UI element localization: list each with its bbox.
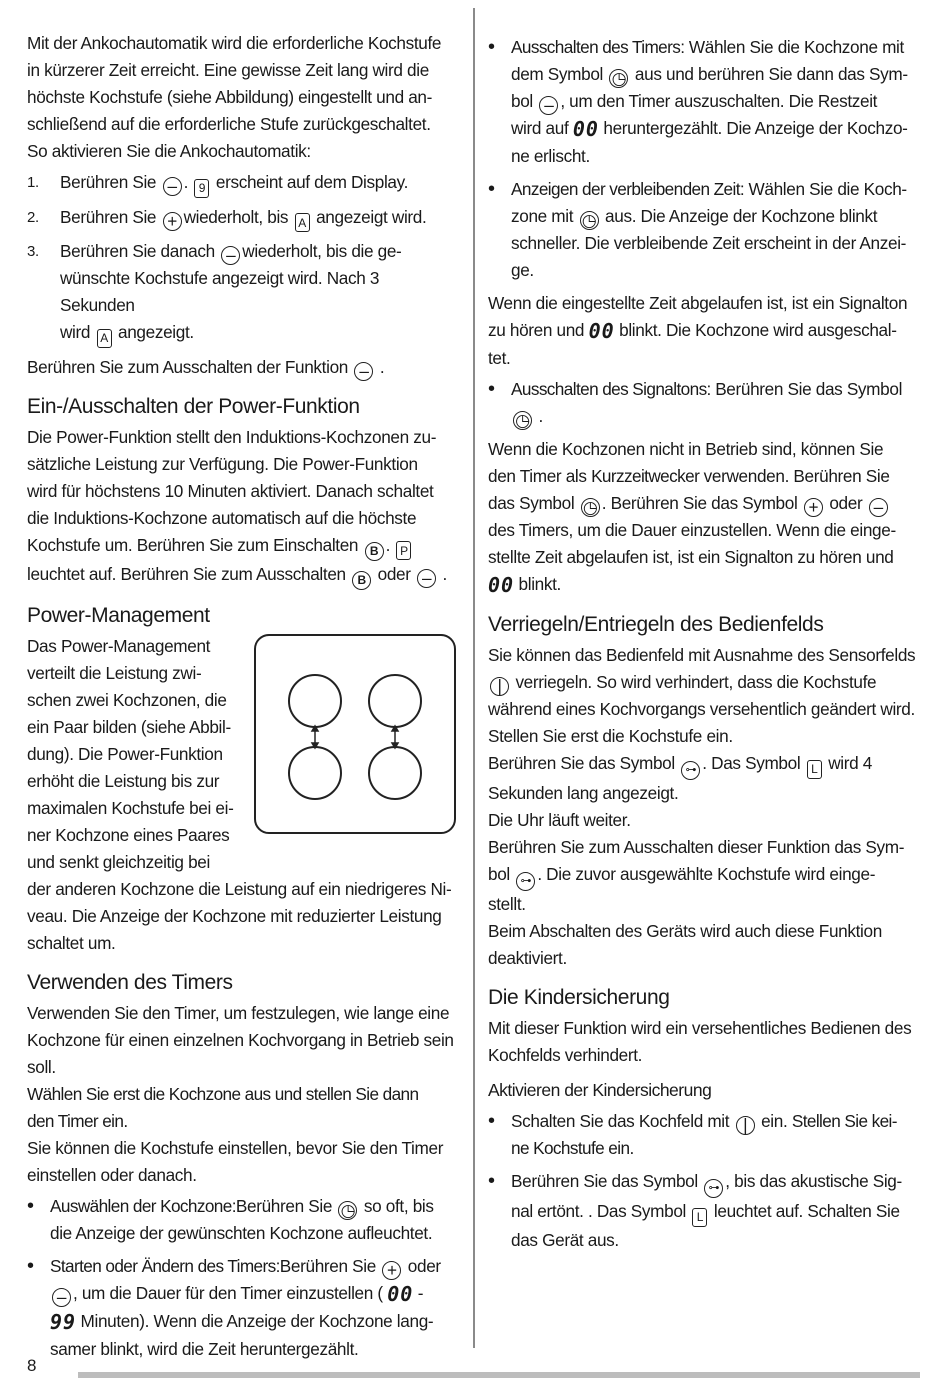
list-item: • Ausschalten des Signaltons: Berühren Sie das Symbol ◷ . <box>488 378 903 430</box>
display-a-icon: A <box>295 213 310 232</box>
timer-icon: ◷ <box>581 498 600 517</box>
pair-arrow-icon <box>392 726 398 748</box>
display-00: 00 <box>588 319 615 343</box>
cooking-zone <box>369 747 421 799</box>
list-item: • Auswählen der Kochzone:Berühren Sie ◷ so oft, bis die Anzeige der gewünschten Kochzone aufleuchtet. <box>27 1194 434 1243</box>
heading-power: Ein-/Ausschalten der Power-Funktion <box>27 394 360 418</box>
plus-icon: + <box>163 212 182 231</box>
power-management-paragraph: Das Power-Management verteilt die Leistung zwi- schen zwei Kochzonen, die ein Paar bilden (siehe Abbil- dung). Die Power-Funktion erhöht die Leistung bis zur maximalen Kochstufe bei ei- ner Kochzone eines Paares und senkt gleichzeitig bei der anderen Kochzone die Leistung auf ein niedrigeres Ni- veau. Die Anzeige der Kochzone mit reduzierter Leistung schaltet um. <box>27 635 452 953</box>
timer-icon: ◷ <box>580 211 599 230</box>
display-l-icon: L <box>692 1208 707 1227</box>
power-icon: | <box>736 1116 755 1135</box>
power-b-icon: B <box>365 542 384 561</box>
timer-list-continued <box>488 34 920 284</box>
heading-timer: Verwenden des Timers <box>27 970 233 994</box>
left-column <box>27 30 457 1369</box>
timer-icon: ◷ <box>338 1201 357 1220</box>
right-column <box>488 30 920 1260</box>
column-divider <box>473 8 475 1348</box>
cooking-zone <box>369 675 421 727</box>
list-item: 2. Berühren Sie + wiederholt, bis A angezeigt wird. <box>27 206 427 231</box>
minus-icon: – <box>869 498 888 517</box>
steps-list <box>27 169 457 348</box>
timer-instruction: Wählen Sie erst die Kochzone aus und stellen Sie dann den Timer ein. <box>27 1083 419 1131</box>
minus-icon: – <box>417 569 436 588</box>
timer-list <box>27 1193 457 1363</box>
display-p-icon: P <box>396 541 411 560</box>
timer-paragraph-2: Sie können die Kochstufe einstellen, bevor Sie den Timer einstellen oder danach. <box>27 1137 444 1185</box>
page-number: 8 <box>27 1356 37 1375</box>
list-item: • Anzeigen der verbleibenden Zeit: Wählen Sie die Koch- zone mit ◷ aus. Die Anzeige der Kochzone blinkt schneller. Die verbleibende Zeit erscheint in der Anzei- ge. <box>488 178 907 280</box>
heading-lock: Verriegeln/Entriegeln des Bedienfelds <box>488 613 824 636</box>
list-item: • Ausschalten des Timers: Wählen Sie die Kochzone mit dem Symbol ◷ aus und berühren Sie dann das Sym- bol – , um den Timer auszuschalten. Die Restzeit wird auf 00 heruntergezählt. Die Anzeige der Kochzo- ne erlischt. <box>488 36 908 166</box>
heading-power-management: Power-Management <box>27 603 210 627</box>
power-management-section <box>27 633 457 957</box>
timer-paragraph: Verwenden Sie den Timer, um festzulegen, wie lange eine Kochzone für einen einzelnen Kochvorgang in Betrieb sein soll. <box>27 1002 454 1077</box>
key-lock-icon: ⊶ <box>681 761 700 780</box>
minus-icon: – <box>539 96 558 115</box>
intro-paragraph: Mit der Ankochautomatik wird die erforderliche Kochstufe in kürzerer Zeit erreicht. Eine gewisse Zeit lang wird die höchste Kochstufe (siehe Abbildung) eingestellt und an- schließend auf die erforderliche Stufe zurückgeschaltet. So aktivieren Sie die Ankochautomatik: <box>27 33 442 161</box>
plus-icon: + <box>382 1261 401 1280</box>
power-icon: | <box>490 677 509 696</box>
kurzzeitwecker-paragraph: Wenn die Kochzonen nicht in Betrieb sind, können Sie den Timer als Kurzzeitwecker verwenden. Berühren Sie das Symbol ◷ . Berühren Sie das Symbol + oder – des Timers, um die Dauer einzustellen. Wenn die einge- stellte Zeit abgelaufen ist, ist ein Signalton zu hören und 00 blinkt. <box>488 439 896 597</box>
list-item: • Schalten Sie das Kochfeld mit | ein. Stellen Sie kei- ne Kochstufe ein. <box>488 1110 897 1158</box>
display-l-icon: L <box>807 760 822 779</box>
display-9-icon: 9 <box>194 179 209 198</box>
minus-icon: – <box>221 246 240 265</box>
cooktop-zones-figure <box>253 633 457 835</box>
child-lock-paragraph: Mit dieser Funktion wird ein versehentliches Bedienen des Kochfelds verhindert. <box>488 1018 912 1065</box>
heading-child-lock: Die Kindersicherung <box>488 986 670 1009</box>
list-item: 3. Berühren Sie danach – wiederholt, bis die ge- wünschte Kochstufe angezeigt wird. Nach 3 Sekunden wird A angezeigt. <box>27 238 457 348</box>
display-00: 00 <box>387 1281 414 1306</box>
timer-icon: ◷ <box>513 411 532 430</box>
pair-arrow-icon <box>312 726 318 748</box>
display-a-icon: A <box>97 329 112 348</box>
elapsed-paragraph: Wenn die eingestellte Zeit abgelaufen ist, ist ein Signalton zu hören und 00 blinkt. Die Kochzone wird ausgeschal- tet. <box>488 293 908 368</box>
list-item: 1. Berühren Sie – . 9 erscheint auf dem Display. <box>27 172 409 196</box>
child-lock-list <box>488 1108 920 1254</box>
footer-bar <box>78 1372 920 1378</box>
lock-paragraph: Sie können das Bedienfeld mit Ausnahme des Sensorfelds | verriegeln. So wird verhindert, dass die Kochstufe während eines Kochvorgangs versehentlich geändert wird. Stellen Sie erst die Kochstufe ein. Berühren Sie das Symbol ⊶ . Das Symbol L wird 4 Sekunden lang angezeigt. Die Uhr läuft weiter. Berühren Sie zum Ausschalten dieser Funktion das Sym- bol ⊶ . Die zuvor ausgewählte Kochstufe wird einge- stellt. Beim Abschalten des Geräts wird auch diese Funktion deaktiviert. <box>488 645 916 968</box>
display-00: 00 <box>572 117 599 141</box>
list-item: • Berühren Sie das Symbol ⊶ , bis das akustische Sig- nal ertönt. . Das Symbol L leuchtet auf. Schalten Sie das Gerät aus. <box>488 1170 902 1250</box>
off-paragraph: Berühren Sie zum Ausschalten der Funktion – . <box>27 356 385 381</box>
plus-icon: + <box>804 498 823 517</box>
key-lock-icon: ⊶ <box>516 872 535 891</box>
power-b-icon: B <box>352 571 371 590</box>
minus-icon: – <box>163 177 182 196</box>
cooking-zone <box>289 675 341 727</box>
minus-icon: – <box>52 1288 71 1307</box>
power-paragraph: Die Power-Funktion stellt den Induktions-Kochzonen zu- sätzliche Leistung zur Verfügung. Die Power-Funktion wird für höchstens 10 Minuten aktiviert. Danach schaltet die Induktions-Kochzone automatisch auf die höchste Kochstufe um. Berühren Sie zum Einschalten B . P leuchtet auf. Berühren Sie zum Ausschalten B oder – . <box>27 426 447 588</box>
cooking-zone <box>289 747 341 799</box>
minus-icon: – <box>354 362 373 381</box>
list-item: • Starten oder Ändern des Timers:Berühren Sie + oder – , um die Dauer für den Timer einzustellen ( 00 - 99 Minuten). Wenn die Anzeige der Kochzone lang- samer blinkt, wird die Zeit heruntergezählt. <box>27 1254 441 1359</box>
display-99: 99 <box>50 1309 77 1334</box>
signal-list <box>488 376 920 430</box>
key-lock-icon: ⊶ <box>704 1179 723 1198</box>
timer-icon: ◷ <box>609 69 628 88</box>
heading-child-lock-activate: Aktivieren der Kindersicherung <box>488 1080 712 1100</box>
display-00: 00 <box>488 573 515 597</box>
